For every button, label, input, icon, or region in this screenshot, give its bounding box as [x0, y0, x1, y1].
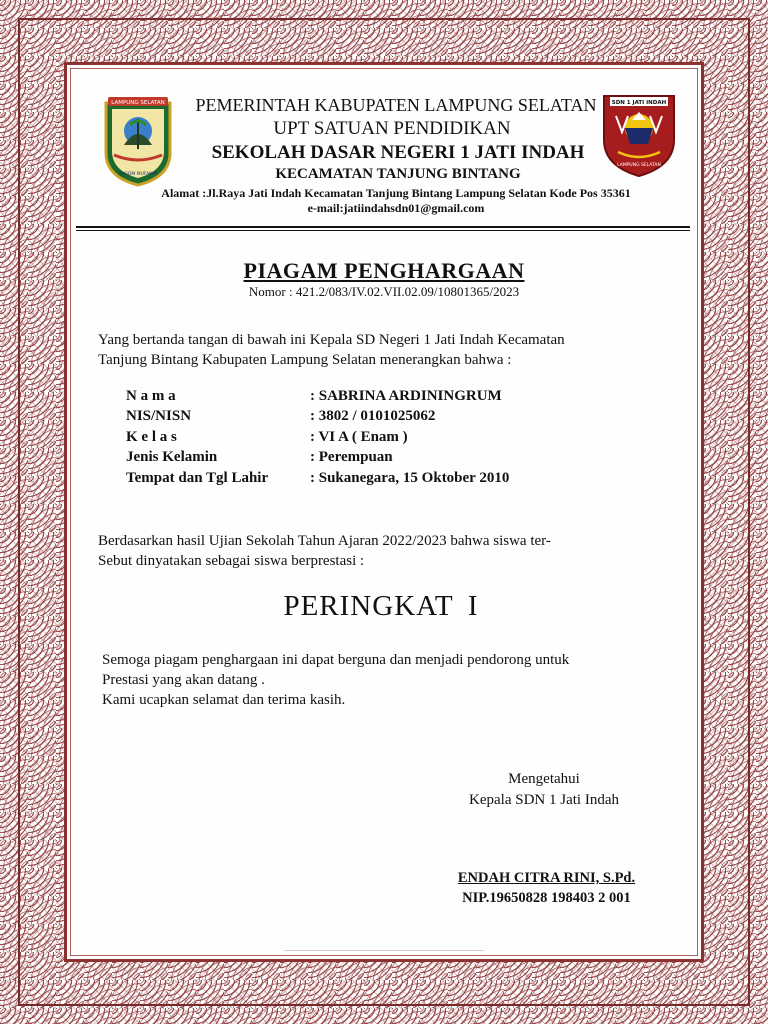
header-school-name: SEKOLAH DASAR NEGERI 1 JATI INDAH: [211, 142, 585, 163]
signer-nip: NIP.19650828 198403 2 001: [462, 890, 631, 906]
signer-name: ENDAH CITRA RINI, S.Pd.: [457, 870, 636, 886]
header-district: KECAMATAN TANJUNG BINTANG: [275, 166, 521, 182]
rank-heading: [64, 590, 704, 623]
certificate-content: [64, 62, 704, 962]
info-value: : Perempuan: [310, 449, 393, 466]
info-label: N a m a: [126, 388, 176, 404]
info-row: [126, 388, 509, 408]
info-row: [126, 470, 509, 490]
info-label: K e l a s: [126, 428, 177, 445]
intro-line: Yang bertanda tangan di bawah ini Kepala SD Negeri 1 Jati Indah Kecamatan: [98, 332, 565, 348]
footer-divider: [284, 950, 484, 951]
shield-top-text: SDN 1 JATI INDAH: [611, 100, 667, 106]
emblem-top-text: LAMPUNG SELATAN: [111, 100, 165, 106]
closing-line: Semoga piagam penghargaan ini dapat berguna dan menjadi pendorong untuk: [102, 652, 570, 668]
closing-paragraph: [102, 650, 569, 710]
basis-line: Sebut dinyatakan sebagai siswa berprestasi :: [98, 553, 365, 569]
info-value: : VI A ( Enam ): [310, 428, 408, 445]
student-info-table: [126, 388, 509, 490]
info-label: Jenis Kelamin: [126, 449, 218, 466]
info-value: : Sukanegara, 15 Oktober 2010: [310, 469, 510, 486]
info-value: : SABRINA ARDININGRUM: [310, 388, 502, 404]
shield-bottom-text: LAMPUNG SELATAN: [617, 163, 661, 168]
header-address: Alamat :Jl.Raya Jati Indah Kecamatan Tanjung Bintang Lampung Selatan Kode Pos 35361: [161, 186, 631, 200]
signature-position: Kepala SDN 1 Jati Indah: [469, 792, 619, 808]
intro-line: Tanjung Bintang Kabupaten Lampung Selatan menerangkan bahwa :: [98, 352, 512, 368]
certificate-number: Nomor : 421.2/083/IV.02.VII.02.09/10801365/2023: [248, 284, 520, 299]
info-row: [126, 449, 509, 469]
header-divider-thick: [76, 226, 690, 228]
header-divider-thin: [76, 230, 690, 231]
header-unit: UPT SATUAN PENDIDIKAN: [273, 118, 511, 139]
signature-acknowledge: Mengetahui: [508, 771, 580, 787]
info-value: : 3802 / 0101025062: [310, 408, 436, 425]
info-label: NIS/NISN: [126, 408, 192, 425]
info-row: [126, 408, 509, 428]
rank-word: PERINGKAT: [283, 590, 454, 622]
header-email: e-mail:jatiindahsdn01@gmail.com: [307, 201, 485, 215]
intro-paragraph: [98, 330, 565, 370]
basis-paragraph: [98, 531, 551, 571]
rank-value: I: [467, 590, 479, 622]
info-label: Tempat dan Tgl Lahir: [126, 469, 269, 486]
info-row: [126, 429, 509, 449]
certificate-title: PIAGAM PENGHARGAAN: [243, 258, 525, 283]
header-government: PEMERINTAH KABUPATEN LAMPUNG SELATAN: [195, 95, 597, 115]
closing-line: Kami ucapkan selamat dan terima kasih.: [102, 692, 346, 708]
basis-line: Berdasarkan hasil Ujian Sekolah Tahun Ajaran 2022/2023 bahwa siswa ter-: [98, 533, 551, 549]
emblem-bottom-text: RAGOM MUFAKAT: [118, 172, 158, 177]
closing-line: Prestasi yang akan datang .: [102, 672, 265, 688]
